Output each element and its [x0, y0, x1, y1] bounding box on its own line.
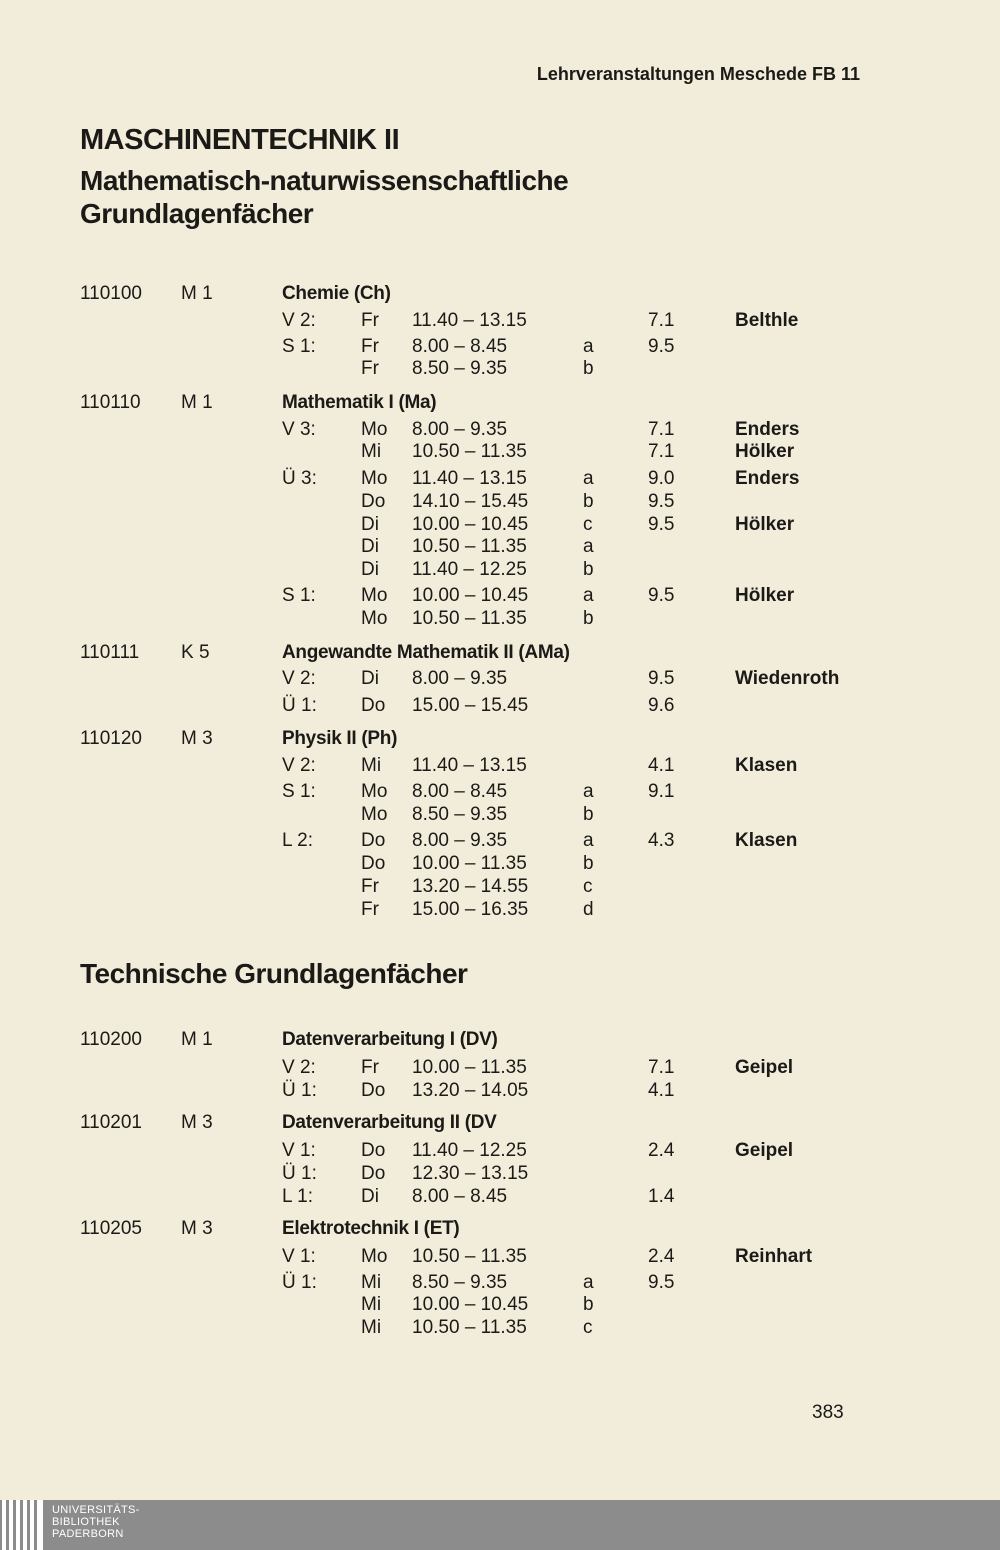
- session-time: 15.00 – 16.35: [412, 899, 529, 920]
- course-title: Datenverarbeitung I (DV): [282, 1029, 498, 1050]
- session-lecturer: Hölker: [735, 585, 795, 606]
- session-time: 8.50 – 9.35: [412, 804, 508, 825]
- session-time: 11.40 – 12.25: [412, 559, 527, 580]
- section-heading-1: [80, 164, 568, 230]
- page-title: MASCHINENTECHNIK II: [80, 124, 400, 156]
- session-time: 10.50 – 11.35: [412, 608, 527, 629]
- running-header: Lehrveranstaltungen Meschede FB 11: [536, 64, 860, 84]
- schedule-row: [0, 803, 1000, 826]
- schedule-row: [0, 513, 1000, 536]
- session-time: 8.50 – 9.35: [412, 1272, 508, 1293]
- session-time: 11.40 – 13.15: [412, 755, 527, 776]
- session-time: 10.00 – 10.45: [412, 514, 529, 535]
- session-room: 4.1: [648, 755, 675, 776]
- session-time: 10.50 – 11.35: [412, 441, 527, 462]
- session-type: Ü 1:: [282, 1272, 317, 1293]
- course-header: [0, 282, 1000, 305]
- session-time: 10.00 – 10.45: [412, 585, 529, 606]
- session-day: Mo: [361, 781, 388, 802]
- section-heading-1-line1: Mathematisch-naturwissenschaftliche: [80, 165, 569, 196]
- session-time: 8.00 – 9.35: [412, 830, 508, 851]
- schedule-row: [0, 1293, 1000, 1316]
- library-logo-text: [52, 1504, 140, 1540]
- section-heading-2: Technische Grundlagenfächer: [80, 958, 468, 989]
- session-day: Fr: [361, 899, 379, 920]
- schedule-row: [0, 558, 1000, 581]
- session-room: 7.1: [648, 419, 675, 440]
- session-day: Do: [361, 1140, 386, 1161]
- session-day: Di: [361, 514, 379, 535]
- session-group: a: [583, 1272, 594, 1293]
- session-group: a: [583, 336, 594, 357]
- course-number: 110200: [80, 1029, 142, 1050]
- schedule-row: [0, 607, 1000, 630]
- session-group: b: [583, 608, 594, 629]
- schedule-row: [0, 1139, 1000, 1162]
- course-title: Datenverarbeitung II (DV: [282, 1112, 497, 1133]
- session-day: Mi: [361, 1317, 382, 1338]
- schedule-row: [0, 694, 1000, 717]
- session-day: Mi: [361, 755, 382, 776]
- session-type: V 2:: [282, 1057, 316, 1078]
- session-room: 9.5: [648, 668, 675, 689]
- session-day: Fr: [361, 358, 379, 379]
- session-time: 10.50 – 11.35: [412, 1246, 527, 1267]
- session-lecturer: Belthle: [735, 310, 799, 331]
- session-type: V 1:: [282, 1246, 316, 1267]
- session-day: Mo: [361, 804, 388, 825]
- session-group: d: [583, 899, 594, 920]
- session-room: 2.4: [648, 1140, 675, 1161]
- session-room: 9.1: [648, 781, 675, 802]
- session-room: 7.1: [648, 310, 675, 331]
- course-semester: M 1: [181, 1029, 213, 1050]
- schedule-row: [0, 1271, 1000, 1294]
- session-type: V 2:: [282, 755, 316, 776]
- session-type: L 2:: [282, 830, 313, 851]
- session-type: S 1:: [282, 585, 316, 606]
- schedule-row: [0, 490, 1000, 513]
- schedule-row: [0, 418, 1000, 441]
- session-day: Do: [361, 830, 386, 851]
- session-room: 9.5: [648, 585, 675, 606]
- schedule-row: [0, 780, 1000, 803]
- session-day: Mo: [361, 419, 388, 440]
- schedule-row: [0, 335, 1000, 358]
- schedule-row: [0, 584, 1000, 607]
- session-time: 8.00 – 8.45: [412, 336, 508, 357]
- course-number: 110100: [80, 283, 142, 304]
- session-room: 9.6: [648, 695, 675, 716]
- session-group: b: [583, 559, 594, 580]
- course-number: 110120: [80, 728, 142, 749]
- schedule-row: [0, 898, 1000, 921]
- section-heading-1-line2: Grundlagenfächer: [80, 198, 314, 229]
- course-title: Chemie (Ch): [282, 283, 391, 304]
- session-type: L 1:: [282, 1186, 313, 1207]
- session-day: Fr: [361, 876, 379, 897]
- session-group: c: [583, 876, 593, 897]
- session-group: b: [583, 358, 594, 379]
- session-group: b: [583, 804, 594, 825]
- library-footer-bar: [0, 1500, 1000, 1550]
- session-lecturer: Hölker: [735, 441, 795, 462]
- session-day: Mo: [361, 468, 388, 489]
- session-group: b: [583, 1294, 594, 1315]
- session-day: Mi: [361, 441, 382, 462]
- session-room: 7.1: [648, 441, 675, 462]
- session-lecturer: Hölker: [735, 514, 795, 535]
- course-title: Elektrotechnik I (ET): [282, 1218, 460, 1239]
- library-logo-icon: [0, 1500, 46, 1550]
- schedule-row: [0, 852, 1000, 875]
- session-day: Do: [361, 491, 386, 512]
- course-number: 110110: [80, 392, 141, 413]
- schedule-row: [0, 1245, 1000, 1268]
- session-room: 7.1: [648, 1057, 675, 1078]
- session-group: a: [583, 585, 594, 606]
- session-lecturer: Enders: [735, 468, 800, 489]
- schedule-row: [0, 357, 1000, 380]
- session-group: b: [583, 491, 594, 512]
- session-type: V 2:: [282, 668, 316, 689]
- session-time: 13.20 – 14.05: [412, 1080, 529, 1101]
- session-day: Di: [361, 1186, 379, 1207]
- schedule-row: [0, 1185, 1000, 1208]
- session-day: Do: [361, 1163, 386, 1184]
- page-number: 383: [812, 1402, 844, 1423]
- schedule-row: [0, 309, 1000, 332]
- session-day: Fr: [361, 310, 379, 331]
- session-type: S 1:: [282, 781, 316, 802]
- session-type: V 3:: [282, 419, 316, 440]
- schedule-row: [0, 754, 1000, 777]
- session-type: Ü 1:: [282, 695, 317, 716]
- session-type: S 1:: [282, 336, 316, 357]
- schedule-row: [0, 440, 1000, 463]
- session-time: 10.50 – 11.35: [412, 536, 527, 557]
- session-day: Mo: [361, 585, 388, 606]
- session-day: Do: [361, 695, 386, 716]
- session-time: 10.50 – 11.35: [412, 1317, 527, 1338]
- course-header: [0, 641, 1000, 664]
- session-lecturer: Wiedenroth: [735, 668, 840, 689]
- session-time: 14.10 – 15.45: [412, 491, 529, 512]
- course-semester: M 1: [181, 392, 213, 413]
- course-title: Angewandte Mathematik II (AMa): [282, 642, 570, 663]
- course-header: [0, 391, 1000, 414]
- session-day: Fr: [361, 336, 379, 357]
- session-day: Mi: [361, 1294, 382, 1315]
- session-time: 8.00 – 9.35: [412, 668, 508, 689]
- session-group: a: [583, 536, 594, 557]
- session-room: 1.4: [648, 1186, 675, 1207]
- session-lecturer: Enders: [735, 419, 800, 440]
- session-day: Mo: [361, 608, 388, 629]
- session-room: 9.5: [648, 1272, 675, 1293]
- session-day: Di: [361, 668, 379, 689]
- session-room: 2.4: [648, 1246, 675, 1267]
- course-semester: K 5: [181, 642, 210, 663]
- course-number: 110111: [80, 642, 140, 663]
- session-type: Ü 1:: [282, 1163, 317, 1184]
- footer-line-1: UNIVERSITÄTS-: [52, 1504, 140, 1516]
- session-group: c: [583, 1317, 593, 1338]
- course-title: Physik II (Ph): [282, 728, 398, 749]
- session-time: 8.00 – 9.35: [412, 419, 508, 440]
- course-semester: M 1: [181, 283, 213, 304]
- course-header: [0, 1217, 1000, 1240]
- session-time: 10.00 – 11.35: [412, 1057, 527, 1078]
- session-day: Do: [361, 853, 386, 874]
- session-time: 8.00 – 8.45: [412, 1186, 508, 1207]
- session-day: Do: [361, 1080, 386, 1101]
- session-room: 4.1: [648, 1080, 675, 1101]
- schedule-row: [0, 667, 1000, 690]
- session-room: 9.5: [648, 514, 675, 535]
- course-title: Mathematik I (Ma): [282, 392, 437, 413]
- session-day: Mi: [361, 1272, 382, 1293]
- course-semester: M 3: [181, 728, 213, 749]
- schedule-row: [0, 875, 1000, 898]
- schedule-row: [0, 1316, 1000, 1339]
- schedule-row: [0, 1056, 1000, 1079]
- session-group: a: [583, 830, 594, 851]
- footer-line-2: BIBLIOTHEK: [52, 1516, 120, 1528]
- schedule-row: [0, 1079, 1000, 1102]
- session-day: Fr: [361, 1057, 379, 1078]
- session-room: 9.5: [648, 336, 675, 357]
- schedule-row: [0, 1162, 1000, 1185]
- session-time: 11.40 – 12.25: [412, 1140, 527, 1161]
- session-day: Di: [361, 559, 379, 580]
- session-room: 4.3: [648, 830, 675, 851]
- session-time: 15.00 – 15.45: [412, 695, 529, 716]
- session-lecturer: Reinhart: [735, 1246, 813, 1267]
- schedule-row: [0, 535, 1000, 558]
- session-lecturer: Klasen: [735, 830, 798, 851]
- session-lecturer: Geipel: [735, 1057, 794, 1078]
- course-number: 110201: [80, 1112, 142, 1133]
- session-time: 11.40 – 13.15: [412, 468, 527, 489]
- session-type: V 2:: [282, 310, 316, 331]
- session-time: 10.00 – 11.35: [412, 853, 527, 874]
- course-semester: M 3: [181, 1112, 213, 1133]
- session-day: Di: [361, 536, 379, 557]
- session-time: 11.40 – 13.15: [412, 310, 527, 331]
- schedule-row: [0, 467, 1000, 490]
- session-day: Mo: [361, 1246, 388, 1267]
- session-lecturer: Klasen: [735, 755, 798, 776]
- session-group: c: [583, 514, 593, 535]
- session-type: Ü 3:: [282, 468, 317, 489]
- course-header: [0, 1028, 1000, 1051]
- course-header: [0, 727, 1000, 750]
- footer-line-3: PADERBORN: [52, 1528, 124, 1540]
- schedule-row: [0, 829, 1000, 852]
- course-semester: M 3: [181, 1218, 213, 1239]
- session-room: 9.5: [648, 491, 675, 512]
- session-type: V 1:: [282, 1140, 316, 1161]
- session-time: 8.50 – 9.35: [412, 358, 508, 379]
- session-type: Ü 1:: [282, 1080, 317, 1101]
- session-time: 12.30 – 13.15: [412, 1163, 529, 1184]
- session-group: a: [583, 781, 594, 802]
- course-header: [0, 1111, 1000, 1134]
- session-time: 8.00 – 8.45: [412, 781, 508, 802]
- session-group: a: [583, 468, 594, 489]
- course-number: 110205: [80, 1218, 142, 1239]
- session-room: 9.0: [648, 468, 675, 489]
- session-group: b: [583, 853, 594, 874]
- session-time: 10.00 – 10.45: [412, 1294, 529, 1315]
- session-time: 13.20 – 14.55: [412, 876, 529, 897]
- session-lecturer: Geipel: [735, 1140, 794, 1161]
